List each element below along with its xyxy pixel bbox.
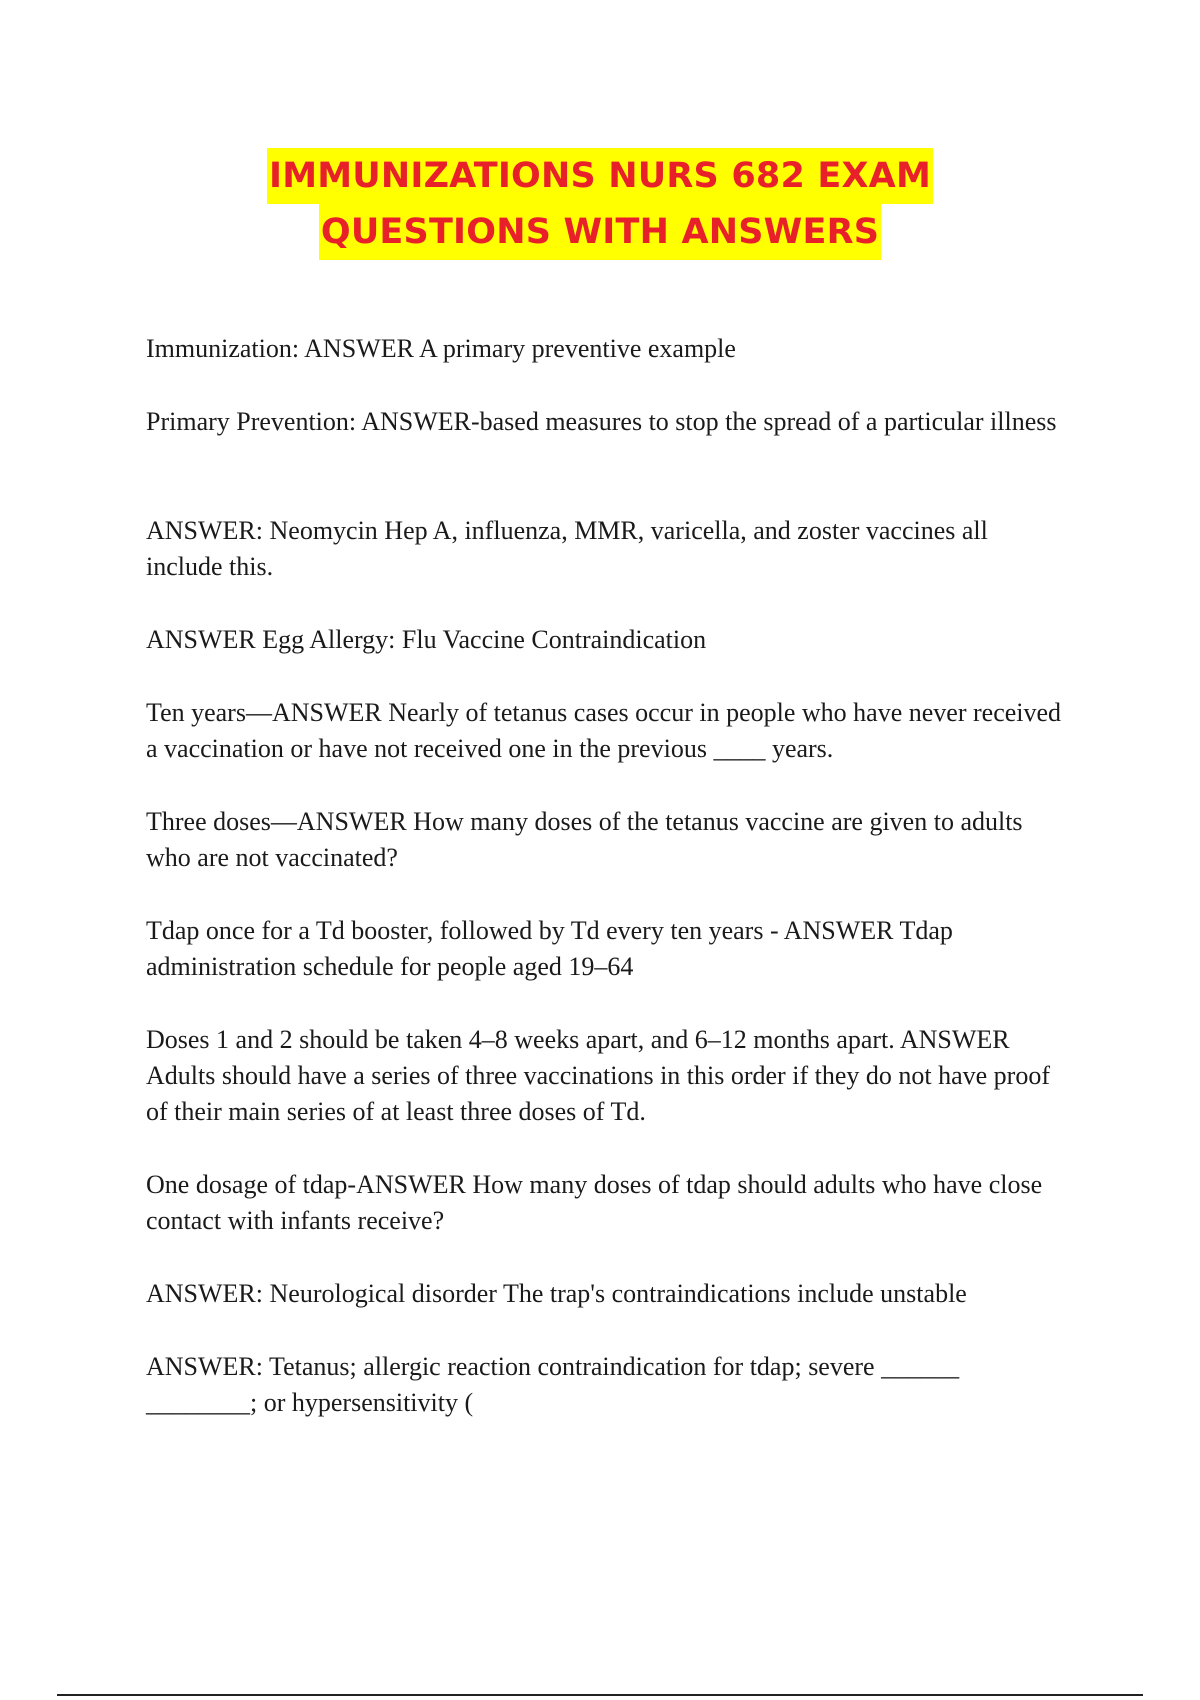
qa-item: Doses 1 and 2 should be taken 4–8 weeks apart, and 6–12 months apart. ANSWER Adults should have a series of three vaccinations in this order if they do not have proof of their main series of at least three doses of Td. (146, 1025, 1050, 1126)
qa-item: Primary Prevention: ANSWER-based measures to stop the spread of a particular illness (146, 407, 1057, 436)
qa-item: ANSWER: Tetanus; allergic reaction contraindication for tdap; severe ______ ________; or hypersensitivity ( (146, 1352, 960, 1417)
title-line-2: QUESTIONS WITH ANSWERS (319, 204, 881, 260)
qa-item: ANSWER: Neomycin Hep A, influenza, MMR, varicella, and zoster vaccines all include this. (146, 516, 988, 581)
title-line-1: IMMUNIZATIONS NURS 682 EXAM (267, 148, 933, 204)
qa-item: Immunization: ANSWER A primary preventive example (146, 334, 736, 363)
qa-item: ANSWER Egg Allergy: Flu Vaccine Contraindication (146, 625, 707, 654)
qa-item: Ten years—ANSWER Nearly of tetanus cases occur in people who have never received a vaccination or have not received one in the previous ____ years. (146, 698, 1062, 763)
page-bottom-rule (57, 1694, 1143, 1696)
document-title (0, 148, 1200, 260)
qa-item: Tdap once for a Td booster, followed by Td every ten years - ANSWER Tdap administration schedule for people aged 19–64 (146, 916, 953, 981)
qa-list (146, 331, 1066, 1458)
qa-item: Three doses—ANSWER How many doses of the tetanus vaccine are given to adults who are not vaccinated? (146, 807, 1023, 872)
qa-item: ANSWER: Neurological disorder The trap's contraindications include unstable (146, 1279, 967, 1308)
qa-item: One dosage of tdap-ANSWER How many doses of tdap should adults who have close contact with infants receive? (146, 1170, 1043, 1235)
